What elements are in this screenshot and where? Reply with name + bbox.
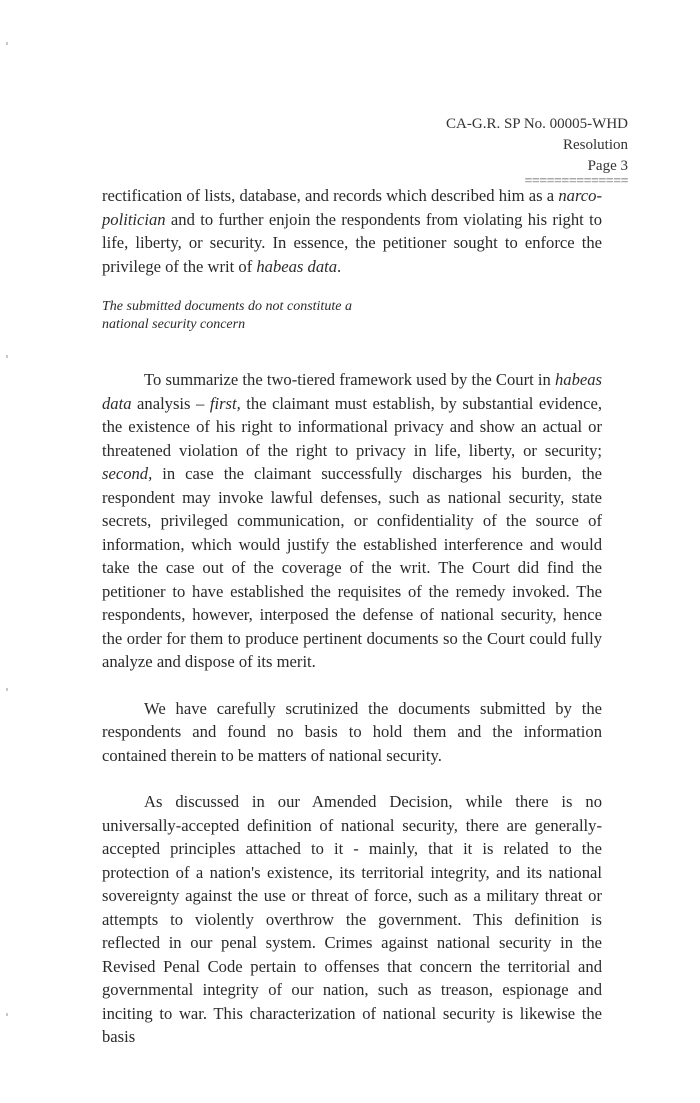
page-number: Page 3 <box>587 158 628 174</box>
header-rule: ============== <box>524 174 628 189</box>
margin-mark <box>6 355 8 358</box>
paragraph-1 <box>102 184 602 278</box>
text-run: rectification of lists, database, and records which described him as a <box>102 186 559 205</box>
italic-term: first, <box>209 393 241 413</box>
text-run: To summarize the two-tiered framework used by the Court in <box>144 370 555 389</box>
document-type: Resolution <box>562 137 628 153</box>
paragraph-4: As discussed in our Amended Decision, while there is no universally-accepted definition of national security, there are generally-accepted principles attached to it - mainly, that it is related to the protection of a nation's existence, its territorial integrity, and its national sovereignty against the use or threat of force, such as a military threat or attempts to violently overthrow the government. This definition is reflected in our penal system. Crimes against national security in the Revised Penal Code pertain to offenses that concern the territorial and governmental integrity of our nation, such as treason, espionage and inciting to war. This characterization of national security is likewise the basis <box>102 792 602 1046</box>
italic-term: second, <box>102 464 153 483</box>
paragraph-2 <box>102 368 602 674</box>
case-number: CA-G.R. SP No. 00005-WHD <box>446 116 628 132</box>
paragraph-3: We have carefully scrutinized the documents submitted by the respondents and found no basis to hold them and the information contained therein to be matters of national security. <box>102 698 602 765</box>
page-header <box>446 114 628 187</box>
margin-mark <box>6 42 8 45</box>
margin-mark <box>6 1013 8 1016</box>
text-run: analysis – <box>131 393 210 413</box>
text-run: . <box>337 256 342 276</box>
italic-term: narco-politician <box>102 186 602 229</box>
section-heading: The submitted documents do not constitute a national security concern <box>102 299 352 332</box>
italic-term: habeas data <box>256 256 338 276</box>
italic-term: habeas data <box>102 370 602 413</box>
text-run: the claimant must establish, by substantial evidence, the existence of his right to informational privacy and show an actual or threatened violation of the right to privacy in life, liberty, or security; <box>102 393 602 460</box>
text-run: and to further enjoin the respondents from violating his right to life, liberty, or security. In essence, the petitioner sought to enforce the privilege of the writ of <box>102 209 602 276</box>
text-run: in case the claimant successfully discharges his burden, the respondent may invoke lawful defenses, such as national security, state secrets, privileged communication, or confidentiality of the source of information, which would justify the established interference and would take the case out of the coverage of the writ. The Court did find the petitioner to have established the requisites of the remedy invoked. The respondents, however, interposed the defense of national security, hence the order for them to produce pertinent documents so the Court could fully analyze and dispose of its merit. <box>102 464 602 671</box>
margin-mark <box>6 688 8 691</box>
document-body <box>102 184 602 1049</box>
